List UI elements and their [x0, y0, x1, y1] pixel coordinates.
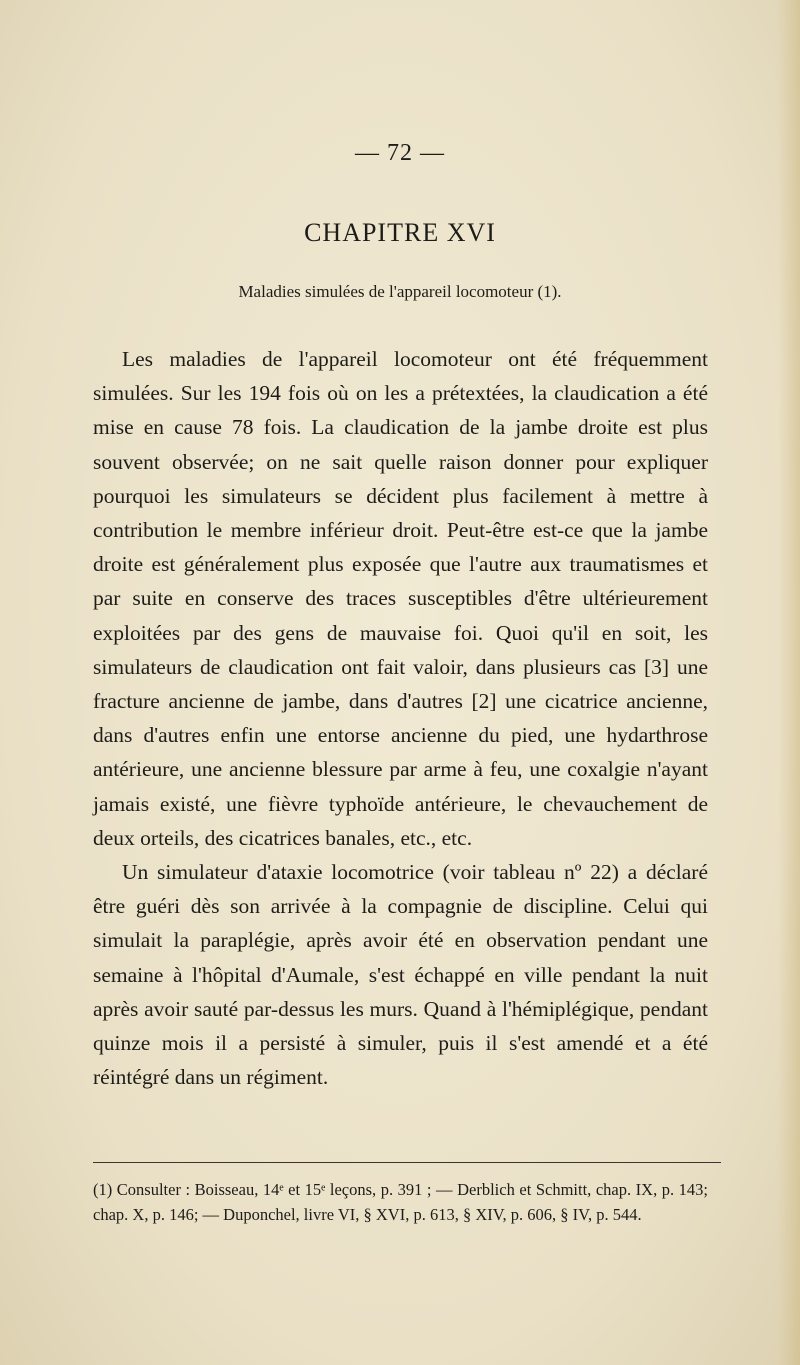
footnotes: [93, 1177, 708, 1227]
page-number: — 72 —: [355, 140, 445, 166]
paragraph: Un simulateur d'ataxie locomotrice (voir tableau nº 22) a déclaré être guéri dès son arrivée à la compagnie de discipline. Celui qui simulait la paraplégie, après avoir été en observation pendant une semaine à l'hôpital d'Aumale, s'est échappé en ville pendant la nuit après avoir sauté par-dessus les murs. Quand à l'hémiplégique, pendant quinze mois il a persisté à simuler, puis il s'est amendé et a été réintégré dans un régiment.: [93, 860, 708, 1090]
chapter-title: CHAPITRE XVI: [304, 218, 496, 247]
paragraph: Les maladies de l'appareil locomoteur ont été fréquemment simulées. Sur les 194 fois où on les a prétextées, la claudication a été mise en cause 78 fois. La claudication de la jambe droite est plus souvent observée; on ne sait quelle raison donner pour expliquer pourquoi les simulateurs se décident plus facilement à mettre à contribution le membre inférieur droit. Peut-être est-ce que la jambe droite est généralement plus exposée que l'autre aux traumatismes et par suite en conserve des traces susceptibles d'être ultérieurement exploitées par des gens de mauvaise foi. Quoi qu'il en soit, les simulateurs de claudication ont fait valoir, dans plusieurs cas [3] une fracture ancienne de jambe, dans d'autres [2] une cicatrice ancienne, dans d'autres enfin une entorse ancienne du pied, une hydarthrose antérieure, une ancienne blessure par arme à feu, une coxalgie n'ayant jamais existé, une fièvre typhoïde antérieure, le chevauchement de deux orteils, des cicatrices banales, etc., etc.: [93, 347, 708, 850]
footnote-divider: [93, 1162, 721, 1163]
chapter-subtitle: Maladies simulées de l'appareil locomoteur (1).: [238, 282, 562, 301]
body-text: [93, 342, 708, 1094]
page-edge-shadow: [778, 0, 800, 1365]
footnote: (1) Consulter : Boisseau, 14ᵉ et 15ᵉ leçons, p. 391 ; — Derblich et Schmitt, chap. IX, p. 143; chap. X, p. 146; — Duponchel, livre VI, § XVI, p. 613, § XIV, p. 606, § IV, p. 544.: [93, 1180, 708, 1224]
